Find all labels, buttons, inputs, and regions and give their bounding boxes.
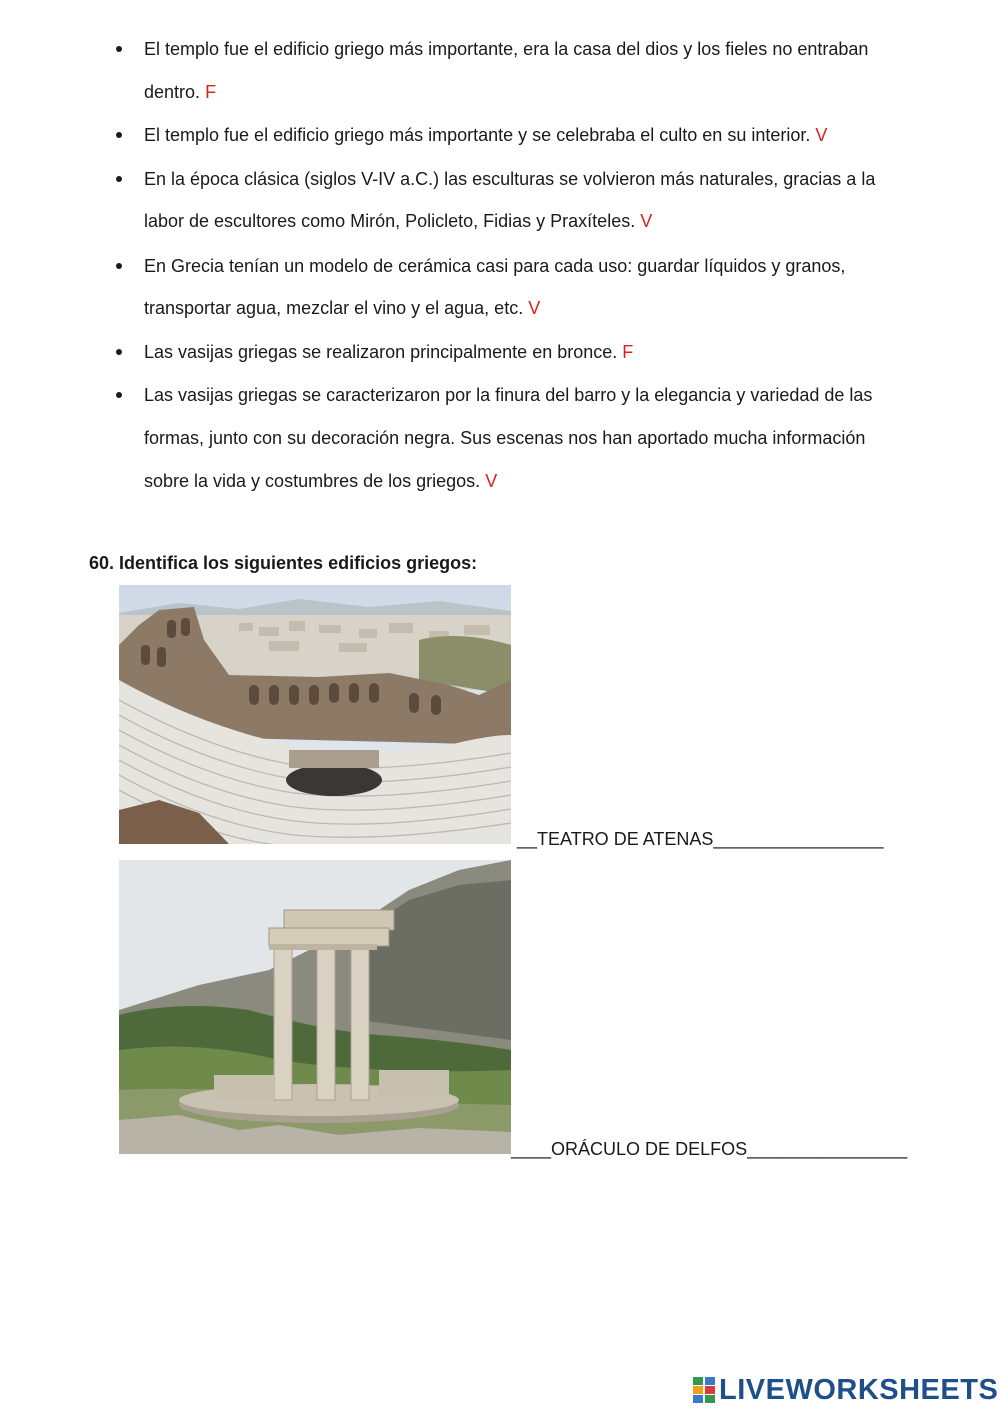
bullet-dot-icon [116, 132, 122, 138]
liveworksheets-logo-text: LIVEWORKSHEETS [719, 1373, 999, 1406]
statement-text: El templo fue el edificio griego más importante, era la casa del dios y los fieles no entraban [144, 39, 869, 59]
liveworksheets-logo [693, 1374, 998, 1406]
statement-text: labor de escultores como Mirón, Policleto, Fidias y Praxíteles. [144, 211, 636, 231]
statement-line [144, 255, 845, 277]
statement-text: transportar agua, mezclar el vino y el agua, etc. [144, 298, 524, 318]
theatre-photo [119, 585, 511, 844]
oracle-photo [119, 860, 511, 1154]
statement-text: dentro. [144, 82, 201, 102]
theatre-illustration [119, 585, 511, 844]
statement-line [144, 470, 497, 492]
liveworksheets-logo-icon [693, 1377, 715, 1403]
statement-text: El templo fue el edificio griego más importante y se celebraba el culto en su interior. [144, 125, 811, 145]
bullet-dot-icon [116, 46, 122, 52]
answer-mark: V [485, 471, 498, 491]
bullet-dot-icon [116, 392, 122, 398]
statement-text: sobre la vida y costumbres de los griegos. [144, 471, 481, 491]
statement-line [144, 210, 652, 232]
answer-oracle[interactable]: ____ORÁCULO DE DELFOS________________ [511, 1139, 908, 1159]
statement-text: En la época clásica (siglos V-IV a.C.) las esculturas se volvieron más naturales, gracias a la [144, 169, 876, 189]
statement-line [144, 297, 540, 319]
statement-text: En Grecia tenían un modelo de cerámica casi para cada uso: guardar líquidos y granos, [144, 256, 846, 276]
bullet-dot-icon [116, 176, 122, 182]
answer-theatre[interactable]: __TEATRO DE ATENAS_________________ [517, 829, 884, 849]
statement-text: Las vasijas griegas se caracterizaron por la finura del barro y la elegancia y variedad de las [144, 385, 873, 405]
answer-mark: F [205, 82, 217, 102]
statement-line [144, 341, 633, 363]
statement-text: Las vasijas griegas se realizaron principalmente en bronce. [144, 342, 618, 362]
bullet-dot-icon [116, 349, 122, 355]
statement-line [144, 168, 875, 190]
bullet-dot-icon [116, 263, 122, 269]
statement-line [144, 384, 872, 406]
oracle-illustration [119, 860, 511, 1154]
statement-line [144, 81, 216, 103]
question-heading: 60. Identifica los siguientes edificios griegos: [89, 553, 478, 573]
answer-mark: V [528, 298, 541, 318]
statement-text: formas, junto con su decoración negra. Sus escenas nos han aportado mucha información [144, 428, 866, 448]
answer-mark: V [640, 211, 653, 231]
answer-mark: F [622, 342, 634, 362]
statement-line [144, 427, 865, 449]
statement-line [144, 124, 827, 146]
answer-mark: V [815, 125, 828, 145]
statement-line [144, 38, 868, 60]
